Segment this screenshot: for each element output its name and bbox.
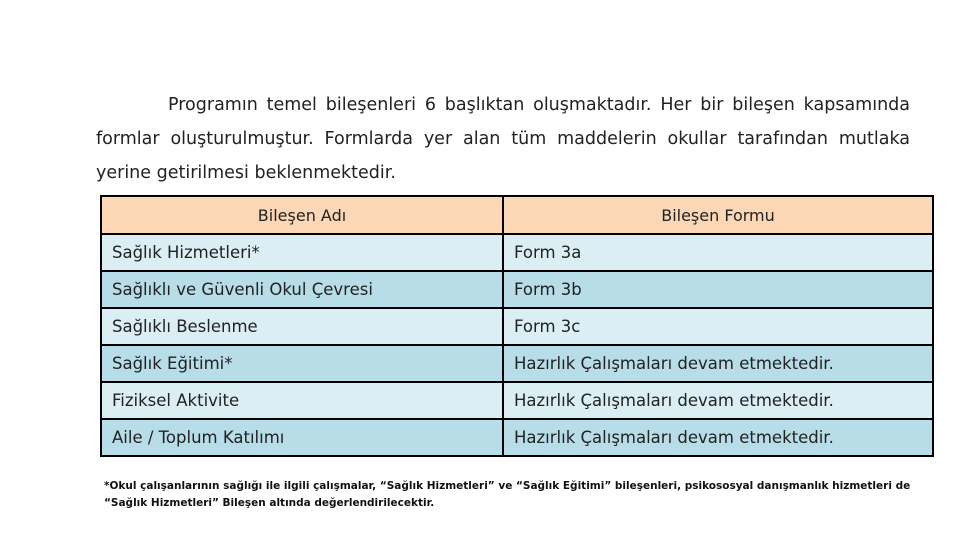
component-form-cell: Form 3c: [503, 308, 933, 345]
table-row: [101, 382, 933, 419]
component-form-cell: Form 3a: [503, 234, 933, 271]
table-row: [101, 308, 933, 345]
component-name-cell: Sağlıklı ve Güvenli Okul Çevresi: [101, 271, 503, 308]
intro-paragraph: [96, 88, 910, 190]
table-row: [101, 271, 933, 308]
header-component-name: Bileşen Adı: [101, 196, 503, 234]
component-name-cell: Sağlık Hizmetleri*: [101, 234, 503, 271]
table-row: [101, 419, 933, 456]
component-form-cell: Form 3b: [503, 271, 933, 308]
component-name-cell: Sağlıklı Beslenme: [101, 308, 503, 345]
components-table: [100, 195, 934, 457]
footnote: *Okul çalışanlarının sağlığı ile ilgili çalışmalar, “Sağlık Hizmetleri” ve “Sağlık Eğitimi” bileşenleri, psikososyal danışmanlık hizmetleri de “Sağlık Hizmetleri” Bileşen altında değerlendirilecektir.: [104, 480, 911, 509]
intro-text: Programın temel bileşenleri 6 başlıktan oluşmaktadır. Her bir bileşen kapsamında formlar oluşturulmuştur. Formlarda yer alan tüm maddelerin okullar tarafından mutlaka yerine getirilmesi beklenmektedir.: [96, 95, 910, 183]
component-form-cell: Hazırlık Çalışmaları devam etmektedir.: [503, 382, 933, 419]
table-row: [101, 345, 933, 382]
table-row: [101, 234, 933, 271]
component-form-cell: Hazırlık Çalışmaları devam etmektedir.: [503, 345, 933, 382]
component-name-cell: Aile / Toplum Katılımı: [101, 419, 503, 456]
component-form-cell: Hazırlık Çalışmaları devam etmektedir.: [503, 419, 933, 456]
header-component-form: Bileşen Formu: [503, 196, 933, 234]
component-name-cell: Sağlık Eğitimi*: [101, 345, 503, 382]
component-name-cell: Fiziksel Aktivite: [101, 382, 503, 419]
table-header-row: [101, 196, 933, 234]
